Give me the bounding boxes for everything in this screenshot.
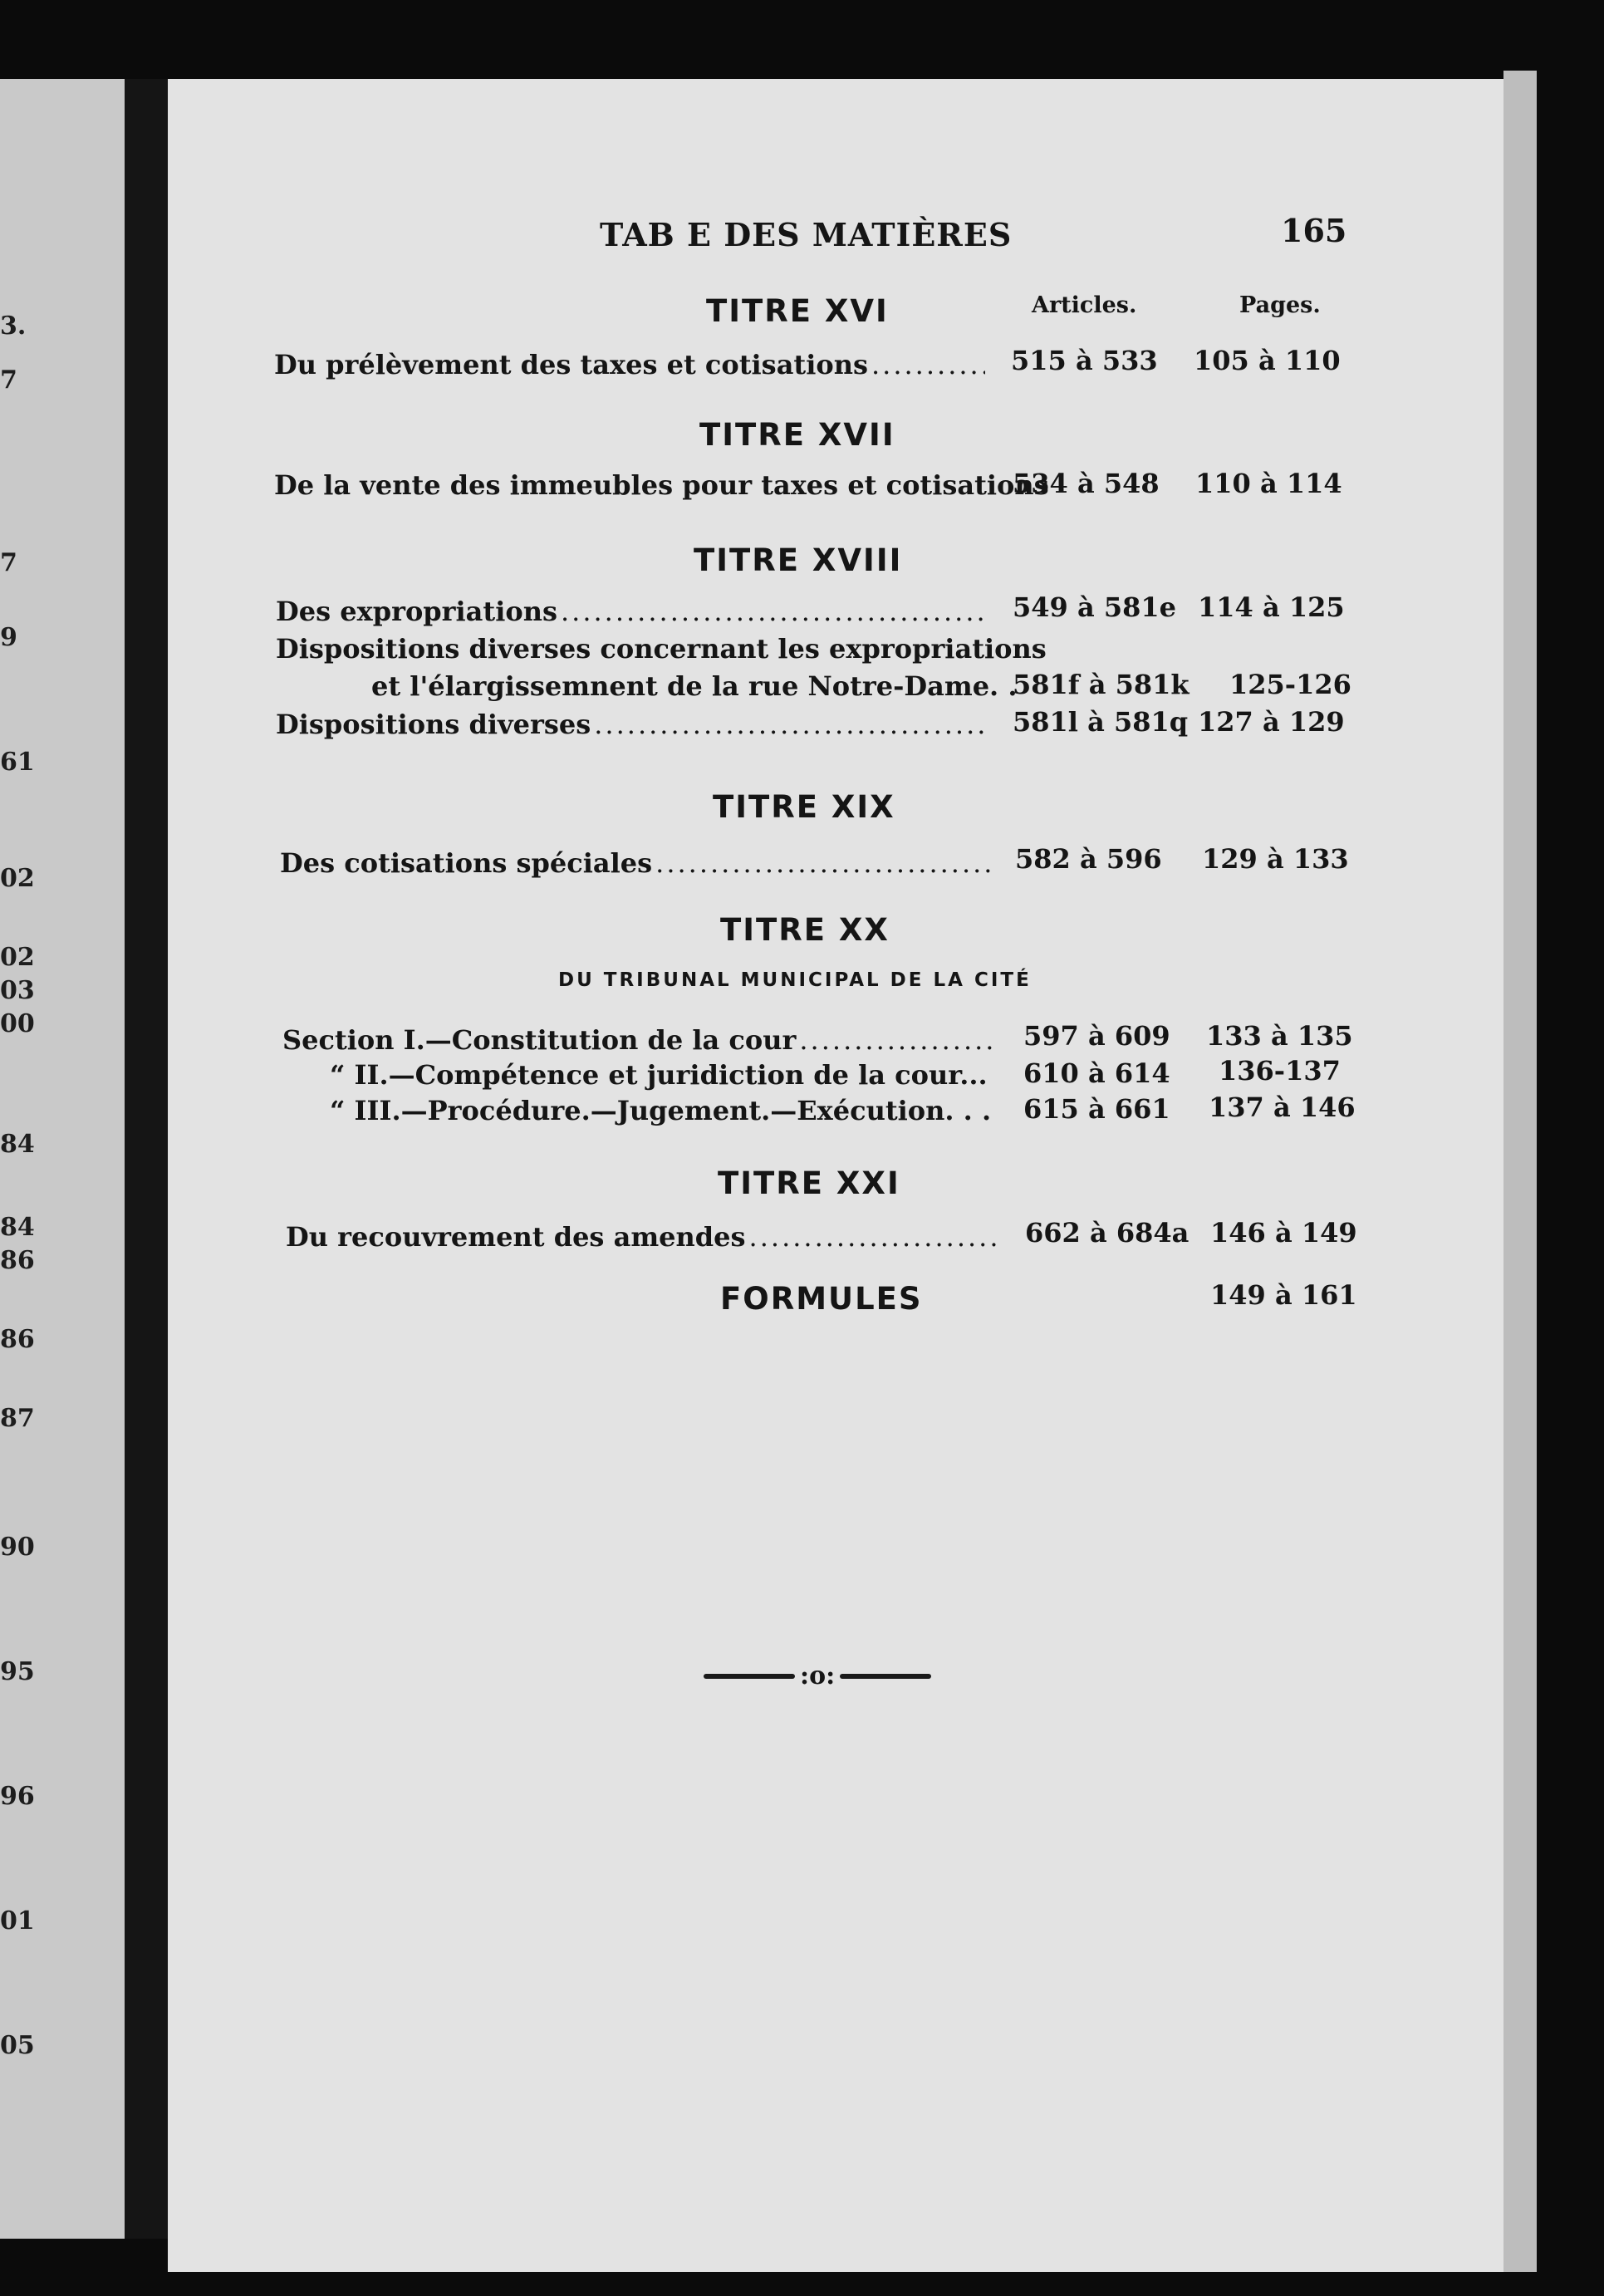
entry-pages: 146 à 149 (1210, 1217, 1357, 1249)
section-title: TITRE XXI (718, 1165, 900, 1201)
section-title: TITRE XIX (713, 789, 895, 825)
toc-entry-continuation (371, 670, 1017, 702)
margin-fragment: 02 (0, 943, 35, 972)
margin-fragment: 9 (0, 623, 17, 652)
entry-articles: 615 à 661 (1023, 1093, 1170, 1125)
entry-label: Section I.—Constitution de la cour (282, 1024, 797, 1056)
section-title: TITRE XVIII (694, 542, 903, 578)
entry-articles: 549 à 581e (1013, 591, 1176, 623)
section-subtitle: DU TRIBUNAL MUNICIPAL DE LA CITÉ (558, 969, 1032, 991)
entry-articles: 581l à 581q (1013, 706, 1189, 738)
toc-entry (276, 633, 1047, 665)
dot-leader (871, 349, 985, 380)
ornament-divider (704, 1661, 931, 1690)
section-title: TITRE XVII (699, 417, 895, 453)
margin-fragment: 7 (0, 548, 17, 577)
adjacent-page-strip (0, 79, 125, 2239)
formules-heading: FORMULES (720, 1281, 923, 1317)
toc-entry (280, 847, 994, 879)
entry-pages: 127 à 129 (1198, 706, 1345, 738)
margin-fragment: 3. (0, 312, 27, 341)
margin-fragment: 90 (0, 1533, 35, 1562)
formules-pages: 149 à 161 (1210, 1279, 1357, 1311)
margin-fragment: 03 (0, 976, 35, 1005)
toc-entry (282, 1024, 1001, 1056)
entry-label-continuation: et l'élargissemnent de la rue Notre-Dame. . (371, 670, 1018, 702)
running-title: TAB E DES MATIÈRES (600, 216, 1013, 253)
page-edge (1503, 71, 1537, 2272)
entry-label: De la vente des immeubles pour taxes et cotisations (274, 469, 1049, 501)
toc-entry (286, 1221, 1004, 1253)
margin-fragment: 86 (0, 1325, 35, 1354)
section-title: TITRE XX (720, 912, 890, 948)
ornament-bar-left (704, 1674, 795, 1679)
column-header-pages: Pages. (1239, 292, 1321, 318)
entry-pages: 114 à 125 (1198, 591, 1345, 623)
margin-fragment: 87 (0, 1404, 35, 1433)
dot-leader (749, 1221, 1001, 1253)
entry-label: “ II.—Compétence et juridiction de la cour... (330, 1059, 988, 1091)
margin-fragment: 86 (0, 1246, 35, 1275)
ornament-bar-right (840, 1674, 931, 1679)
entry-label: Dispositions diverses concernant les expropriations (276, 633, 1047, 665)
entry-articles: 597 à 609 (1023, 1020, 1170, 1052)
entry-label: “ III.—Procédure.—Jugement.—Exécution. . . (330, 1095, 992, 1126)
entry-label: Du recouvrement des amendes (286, 1221, 746, 1253)
dot-leader (561, 596, 987, 627)
margin-fragment: 05 (0, 2031, 35, 2060)
entry-articles: 662 à 684a (1025, 1217, 1190, 1249)
entry-articles: 582 à 596 (1015, 843, 1162, 875)
entry-pages: 133 à 135 (1206, 1020, 1353, 1052)
entry-pages: 137 à 146 (1209, 1092, 1356, 1123)
toc-entry (274, 349, 988, 380)
margin-fragment: 7 (0, 365, 17, 395)
entry-label: Dispositions diverses (276, 709, 591, 740)
dot-leader (594, 709, 987, 740)
entry-articles: 534 à 548 (1013, 468, 1160, 499)
entry-label: Des cotisations spéciales (280, 847, 653, 879)
entry-label: Du prélèvement des taxes et cotisations (274, 349, 868, 380)
toc-entry (276, 596, 990, 627)
ornament-center: :o: (800, 1661, 836, 1690)
margin-fragment: 02 (0, 864, 35, 893)
margin-fragment: 84 (0, 1130, 35, 1159)
margin-fragment: 96 (0, 1782, 35, 1811)
entry-articles: 610 à 614 (1023, 1057, 1170, 1089)
margin-fragment: 84 (0, 1213, 35, 1242)
entry-articles: 515 à 533 (1011, 345, 1158, 376)
entry-articles: 581f à 581k (1013, 669, 1190, 700)
margin-fragment: 95 (0, 1657, 35, 1686)
entry-pages: 136-137 (1219, 1055, 1341, 1087)
entry-label: Des expropriations (276, 596, 557, 627)
page (168, 79, 1503, 2272)
toc-entry (330, 1095, 991, 1126)
entry-pages: 125-126 (1229, 669, 1351, 700)
toc-entry (330, 1059, 988, 1091)
margin-fragment: 61 (0, 748, 35, 777)
entry-pages: 129 à 133 (1202, 843, 1349, 875)
margin-fragment: 01 (0, 1906, 35, 1935)
margin-fragment: 00 (0, 1009, 35, 1038)
section-title: TITRE XVI (706, 293, 889, 329)
dot-leader (655, 847, 991, 879)
entry-pages: 105 à 110 (1194, 345, 1341, 376)
toc-entry (274, 469, 1049, 501)
dot-leader (799, 1024, 998, 1056)
book-gutter (125, 79, 168, 2239)
column-header-articles: Articles. (1032, 292, 1137, 318)
entry-pages: 110 à 114 (1195, 468, 1342, 499)
toc-entry (276, 709, 990, 740)
page-number: 165 (1281, 212, 1347, 249)
